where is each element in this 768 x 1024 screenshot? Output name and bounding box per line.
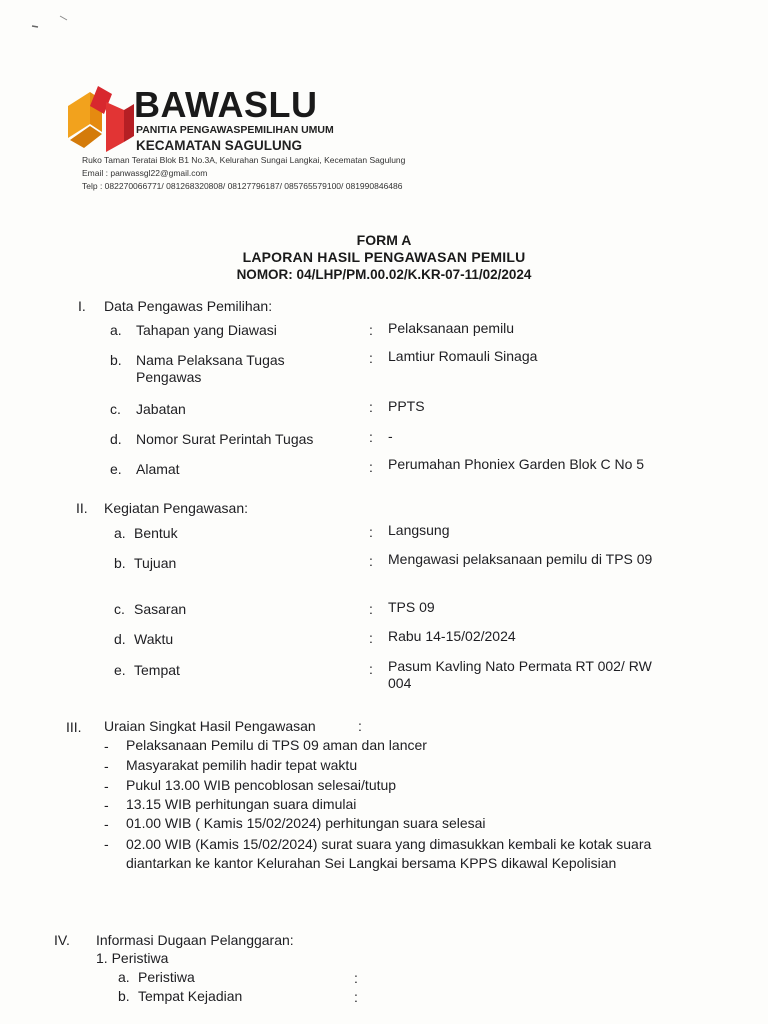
field-value: Rabu 14-15/02/2024 xyxy=(388,628,516,644)
bullet-dash: - xyxy=(104,778,109,794)
field-colon: : xyxy=(369,601,373,617)
section-2-number: II. xyxy=(76,500,88,516)
field-label: Jabatan xyxy=(136,401,186,417)
section-2-heading: Kegiatan Pengawasan: xyxy=(104,500,248,516)
list-item: 01.00 WIB ( Kamis 15/02/2024) perhitungan suara selesai xyxy=(126,815,486,831)
field-colon: : xyxy=(369,630,373,646)
report-title: LAPORAN HASIL PENGAWASAN PEMILU xyxy=(242,249,526,265)
field-colon: : xyxy=(369,399,373,415)
district-name: KECAMATAN SAGULUNG xyxy=(136,138,302,153)
field-label: Nomor Surat Perintah Tugas xyxy=(136,431,314,447)
field-label: Tujuan xyxy=(134,555,177,571)
field-colon: : xyxy=(369,322,373,338)
section-1-number: I. xyxy=(78,298,86,314)
field-label: Waktu xyxy=(134,631,174,647)
item-letter: b. xyxy=(114,555,126,571)
office-phone: Telp : 082270066771/ 081268320808/ 08127796187/ 085765579100/ 081990846486 xyxy=(82,181,403,191)
item-letter: d. xyxy=(110,431,122,447)
field-value: Langsung xyxy=(388,522,450,538)
list-item: 02.00 WIB (Kamis 15/02/2024) surat suara yang dimasukkan kembali ke kotak suara diantarkan ke kantor Kelurahan Sei Langkai bersama KPPS dikawal Kepolisian xyxy=(126,836,652,871)
field-colon: : xyxy=(354,970,358,986)
committee-name: PANITIA PENGAWASPEMILIHAN UMUM xyxy=(136,124,334,136)
item-letter: e. xyxy=(110,461,122,477)
brand-name: BAWASLU xyxy=(134,84,318,125)
list-item: 13.15 WIB perhitungan suara dimulai xyxy=(126,796,357,812)
form-title: FORM A xyxy=(356,232,412,248)
bullet-dash: - xyxy=(104,816,109,832)
section-3-colon: : xyxy=(358,718,362,734)
field-label: Tempat xyxy=(134,662,180,678)
field-value: TPS 09 xyxy=(388,599,435,615)
field-value: Mengawasi pelaksanaan pemilu di TPS 09 xyxy=(388,551,653,567)
bullet-dash: - xyxy=(104,738,109,754)
section-3-number: III. xyxy=(66,719,82,735)
section-3-heading: Uraian Singkat Hasil Pengawasan xyxy=(104,718,316,734)
field-colon: : xyxy=(369,553,373,569)
field-value: Pasum Kavling Nato Permata RT 002/ RW 004 xyxy=(388,658,652,691)
field-colon: : xyxy=(369,661,373,677)
field-colon: : xyxy=(354,989,358,1005)
item-letter: a. xyxy=(110,322,122,338)
field-value: PPTS xyxy=(388,398,425,414)
item-letter: a. xyxy=(118,969,130,985)
item-letter: b. xyxy=(118,988,130,1004)
field-label: Bentuk xyxy=(134,525,178,541)
list-item: Pelaksanaan Pemilu di TPS 09 aman dan lancer xyxy=(126,737,427,753)
item-letter: b. xyxy=(110,352,122,368)
item-letter: c. xyxy=(114,601,125,617)
field-label: Tempat Kejadian xyxy=(138,988,243,1004)
field-label: Sasaran xyxy=(134,601,187,617)
field-label: Nama Pelaksana Tugas Pengawas xyxy=(136,352,285,385)
section-1-heading: Data Pengawas Pemilihan: xyxy=(104,298,273,314)
field-label: Peristiwa xyxy=(138,969,195,985)
item-letter: a. xyxy=(114,525,126,541)
section-4-heading: Informasi Dugaan Pelanggaran: xyxy=(96,932,294,948)
field-label: Tahapan yang Diawasi xyxy=(136,322,277,338)
list-item: Pukul 13.00 WIB pencoblosan selesai/tutup xyxy=(126,777,397,793)
field-colon: : xyxy=(369,524,373,540)
report-number: NOMOR: 04/LHP/PM.00.02/K.KR-07-11/02/2024 xyxy=(236,267,532,282)
field-value: Perumahan Phoniex Garden Blok C No 5 xyxy=(388,456,645,472)
item-letter: d. xyxy=(114,631,126,647)
field-colon: : xyxy=(369,459,373,475)
bullet-dash: - xyxy=(104,836,109,852)
section-4-sub: 1. Peristiwa xyxy=(96,950,169,966)
list-item: Masyarakat pemilih hadir tepat waktu xyxy=(126,757,358,773)
field-colon: : xyxy=(369,429,373,445)
item-letter: e. xyxy=(114,662,126,678)
field-value: Pelaksanaan pemilu xyxy=(388,320,515,336)
field-label: Alamat xyxy=(136,461,180,477)
field-colon: : xyxy=(369,350,373,366)
bullet-dash: - xyxy=(104,758,109,774)
field-value: Lamtiur Romauli Sinaga xyxy=(388,348,538,364)
office-address: Ruko Taman Teratai Blok B1 No.3A, Kelurahan Sungai Langkai, Kecematan Sagulung xyxy=(82,155,406,165)
item-letter: c. xyxy=(110,401,121,417)
scan-speck xyxy=(30,14,70,30)
bullet-dash: - xyxy=(104,797,109,813)
field-value: - xyxy=(388,428,393,444)
office-email: Email : panwassgl22@gmail.com xyxy=(82,168,208,178)
section-4-number: IV. xyxy=(54,932,70,948)
bawaslu-logo-icon xyxy=(64,84,136,156)
